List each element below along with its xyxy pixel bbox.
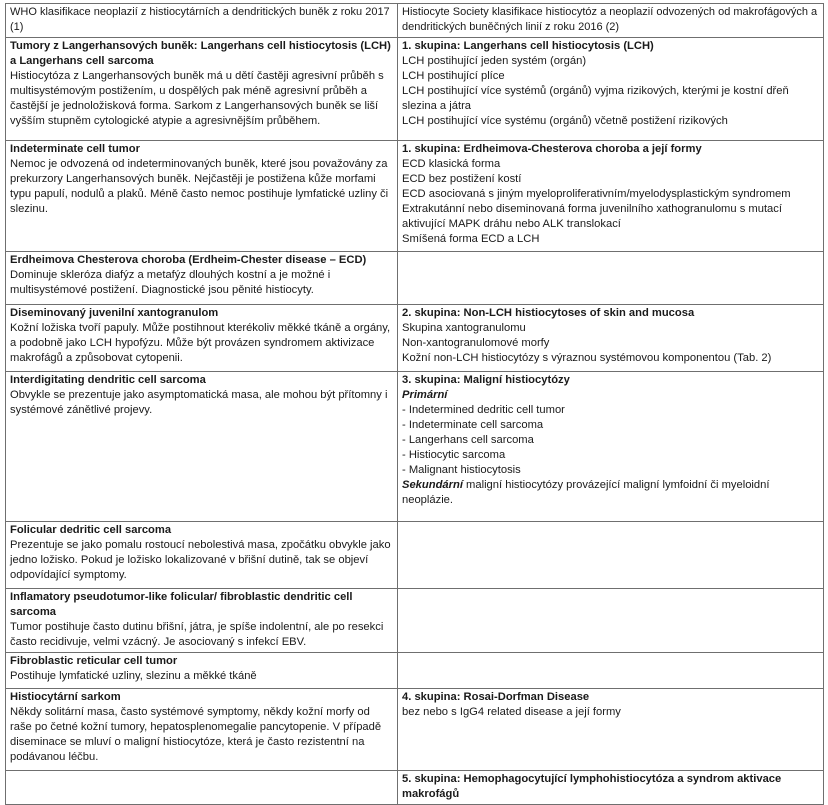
who-title: Inflamatory pseudotumor-like folicular/ fibroblastic dendritic cell sarcoma: [10, 591, 353, 618]
header-who-text: WHO klasifikace neoplazií z histiocytárních a dendritických buněk z roku 2017 (1): [10, 6, 390, 33]
who-title: Tumory z Langerhansových buněk: Langerhans cell histiocytosis (LCH) a Langerhans cell sarcoma: [10, 40, 391, 67]
hs-title: 2. skupina: Non-LCH histiocytoses of skin and mucosa: [402, 307, 695, 319]
who-title: Indeterminate cell tumor: [10, 143, 140, 155]
hs-cell: [398, 372, 824, 522]
hs-cell: [398, 141, 824, 252]
primary-label: Primární: [402, 389, 448, 401]
hs-title: 4. skupina: Rosai-Dorfman Disease: [402, 691, 590, 703]
hs-line: bez nebo s IgG4 related disease a její formy: [402, 706, 621, 718]
table-row: [6, 252, 824, 305]
table-row: [6, 38, 824, 141]
who-title: Histiocytární sarkom: [10, 691, 121, 703]
hs-line: Non-xantogranulomové morfy: [402, 337, 550, 349]
table-row: [6, 522, 824, 589]
who-text: Dominuje skleróza diafýz a metafýz dlouhých kostní a je možné i multisystémové postižení. Diagnostické jsou pěnité histiocyty.: [10, 269, 331, 296]
header-hs-text: Histiocyte Society klasifikace histiocytóz a neoplazií odvozených od makrofágových a dendritických buněčných linií z roku 2016 (2): [402, 6, 818, 33]
table-row: [6, 372, 824, 522]
who-text: Obvykle se prezentuje jako asymptomatická masa, ale mohou být přítomny i systémové zánětlivé projevy.: [10, 389, 388, 416]
hs-line: Extrakutánní nebo diseminovaná forma juvenilního xathogranulomu s mutací aktivující MAPK dráhu nebo ALK translokací: [402, 203, 782, 230]
table-row: [6, 653, 824, 689]
hs-line: - Malignant histiocytosis: [402, 464, 521, 476]
who-cell: [6, 653, 398, 689]
hs-line: ECD bez postižení kostí: [402, 173, 522, 185]
who-text: Postihuje lymfatické uzliny, slezinu a měkké tkáně: [10, 670, 257, 682]
who-title: Folicular dedritic cell sarcoma: [10, 524, 172, 536]
who-text: Tumor postihuje často dutinu břišní, játra, je spíše indolentní, ale po resekci často recidivuje, velmi vzácný. Je asociovaný s infekcí EBV.: [10, 621, 384, 648]
who-text: Histiocytóza z Langerhansových buněk má u dětí častěji agresivní průběh s multisystémovým postižením, u dospělých pak méně agresivní průběh a častější je jednoložisková forma. Sarkom z Langerhansových buněk se liší vyšším stupněm cytologické atypie a agresivnějším průběhem.: [10, 70, 384, 127]
header-row: [6, 4, 824, 38]
who-title: Diseminovaný juvenilní xantogranulom: [10, 307, 219, 319]
hs-title: 1. skupina: Erdheimova-Chesterova choroba a její formy: [402, 143, 702, 155]
secondary-text: maligní histiocytózy provázející maligní lymfoidní či myeloidní neoplázie.: [402, 479, 770, 506]
who-text: Nemoc je odvozená od indeterminovaných buněk, které jsou považovány za prekurzory Langerhansových buněk. Nejčastěji je postižena kůže morfami typu papulí, nodulů a plaků. Méně často nemoc postihuje lymfatické uzliny či slezinu.: [10, 158, 389, 215]
hs-line: LCH postihující více systému (orgánů) včetně postižení rizikových: [402, 115, 728, 127]
header-histiocyte-society: [398, 4, 824, 38]
hs-cell: [398, 771, 824, 805]
hs-line: LCH postihující plíce: [402, 70, 505, 82]
hs-line: - Langerhans cell sarcoma: [402, 434, 534, 446]
who-cell: [6, 689, 398, 771]
hs-line: ECD asociovaná s jiným myeloproliferativním/myelodysplastickým syndromem: [402, 188, 791, 200]
who-title: Erdheimova Chesterova choroba (Erdheim-Chester disease – ECD): [10, 254, 367, 266]
hs-line: LCH postihující více systémů (orgánů) vyjma rizikových, kterými je kostní dřeň slezina a játra: [402, 85, 789, 112]
hs-cell: [398, 38, 824, 141]
hs-title: 5. skupina: Hemophagocytující lymphohistiocytóza a syndrom aktivace makrofágů: [402, 773, 782, 800]
hs-cell-empty: [398, 252, 824, 305]
who-cell: [6, 141, 398, 252]
who-cell: [6, 372, 398, 522]
hs-title: 3. skupina: Maligní histiocytózy: [402, 374, 570, 386]
hs-line: - Indeterminate cell sarcoma: [402, 419, 544, 431]
hs-line: Skupina xantogranulomu: [402, 322, 526, 334]
hs-title: 1. skupina: Langerhans cell histiocytosis (LCH): [402, 40, 654, 52]
table-row: [6, 589, 824, 653]
secondary-paragraph: [402, 478, 819, 508]
who-title: Interdigitating dendritic cell sarcoma: [10, 374, 206, 386]
who-text: Někdy solitární masa, často systémové symptomy, někdy kožní morfy od raše po četné kožní tumory, hepatosplenomegalie pancytopenie. V případě diseminace se mluví o maligní histiocytóze, která je často rezistentní na podávanou léčbu.: [10, 706, 382, 763]
classification-table: [5, 3, 824, 805]
hs-cell: [398, 305, 824, 372]
hs-line: - Indetermined dedritic cell tumor: [402, 404, 565, 416]
table-row: [6, 305, 824, 372]
hs-cell: [398, 689, 824, 771]
who-cell: [6, 305, 398, 372]
who-text: Kožní ložiska tvoří papuly. Může postihnout kterékoliv měkké tkáně a orgány, a podobně jako LCH hypofýzu. Může být provázen syndromem aktivizace makrofágů a způsobovat cytopenii.: [10, 322, 391, 364]
who-cell-empty: [6, 771, 398, 805]
who-cell: [6, 589, 398, 653]
table-row: [6, 771, 824, 805]
hs-line: ECD klasická forma: [402, 158, 501, 170]
hs-line: Smíšená forma ECD a LCH: [402, 233, 540, 245]
hs-line: - Histiocytic sarcoma: [402, 449, 506, 461]
hs-cell-empty: [398, 589, 824, 653]
header-who: [6, 4, 398, 38]
who-title: Fibroblastic reticular cell tumor: [10, 655, 178, 667]
hs-cell-empty: [398, 653, 824, 689]
who-cell: [6, 38, 398, 141]
table-row: [6, 141, 824, 252]
who-cell: [6, 252, 398, 305]
secondary-label: Sekundární: [402, 479, 463, 491]
hs-line: Kožní non-LCH histiocytózy s výraznou systémovou komponentou (Tab. 2): [402, 352, 772, 364]
who-cell: [6, 522, 398, 589]
hs-line: LCH postihující jeden systém (orgán): [402, 55, 587, 67]
hs-cell-empty: [398, 522, 824, 589]
who-text: Prezentuje se jako pomalu rostoucí nebolestivá masa, zpočátku obvykle jako jedno ložisko. Pokud je ložisko lokalizované v břišní dutině, tak se objeví odpovídající symptomy.: [10, 539, 391, 581]
table-row: [6, 689, 824, 771]
